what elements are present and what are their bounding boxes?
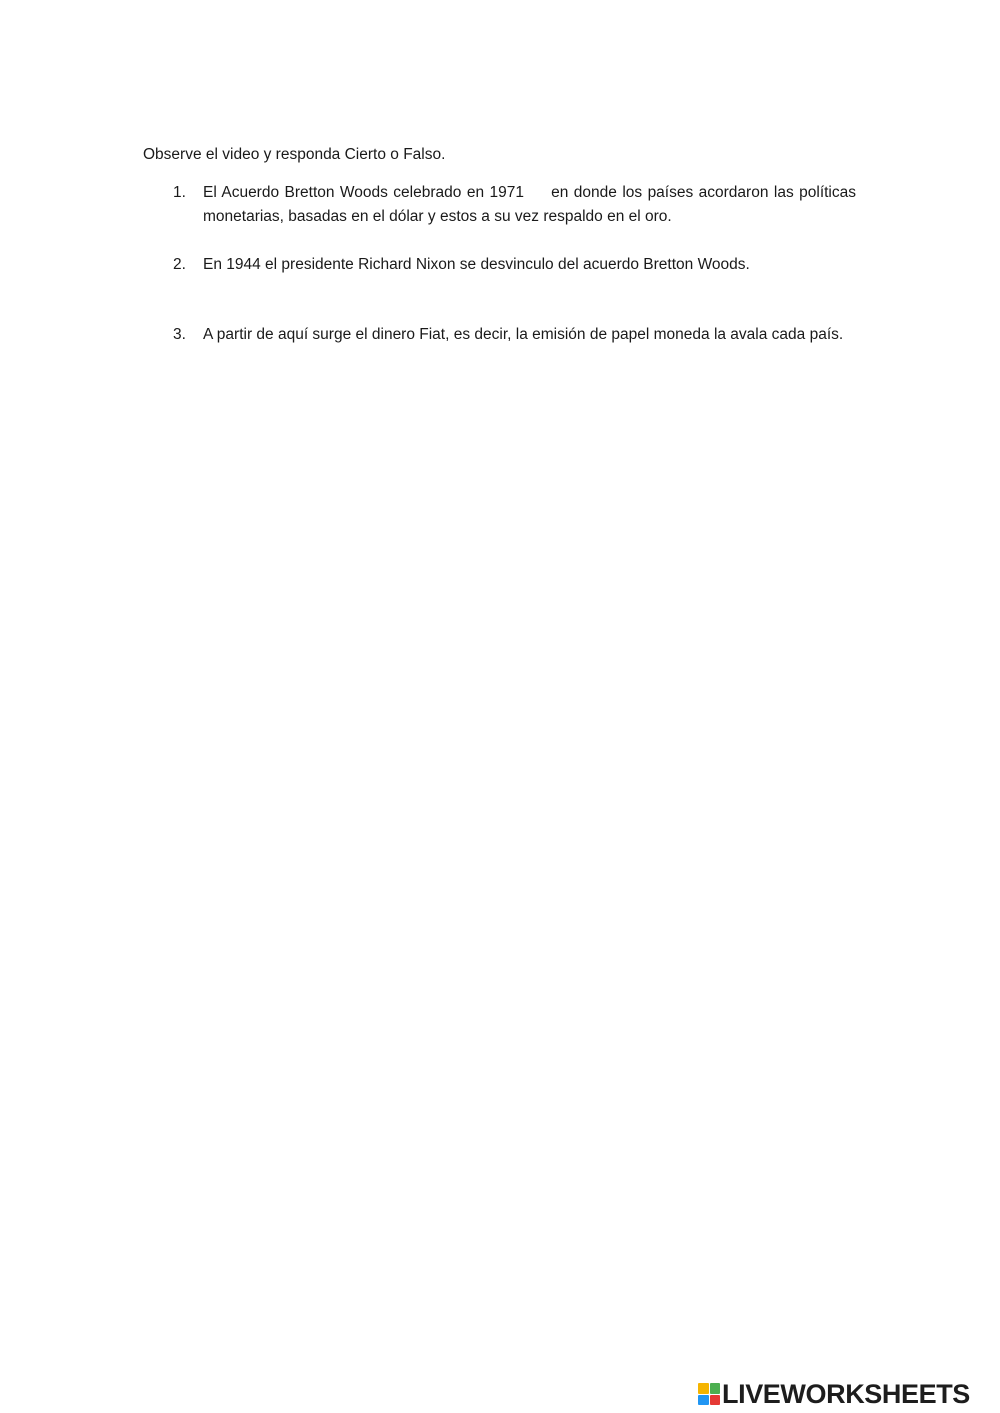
instruction-text: Observe el video y responda Cierto o Falso. (143, 146, 446, 163)
question-item-3 (143, 323, 856, 347)
question-text: En 1944 el presidente Richard Nixon se desvinculo del acuerdo Bretton Woods. (203, 256, 750, 273)
question-text: El Acuerdo Bretton Woods celebrado en 1971 en donde los países acordaron las políticas monetarias, basadas en el dólar y estos a su vez respaldo en el oro. (203, 184, 856, 225)
liveworksheets-logo-icon (698, 1383, 720, 1405)
question-item-2 (143, 253, 856, 277)
question-number: 1. (173, 184, 186, 201)
question-number: 3. (173, 326, 186, 343)
question-text: A partir de aquí surge el dinero Fiat, es decir, la emisión de papel moneda la avala cada país. (203, 326, 844, 343)
liveworksheets-brand (698, 1379, 970, 1409)
question-item-1 (143, 181, 856, 229)
brand-name: LIVEWORKSHEETS (722, 1378, 970, 1409)
question-number: 2. (173, 256, 186, 273)
question-list (143, 181, 856, 347)
